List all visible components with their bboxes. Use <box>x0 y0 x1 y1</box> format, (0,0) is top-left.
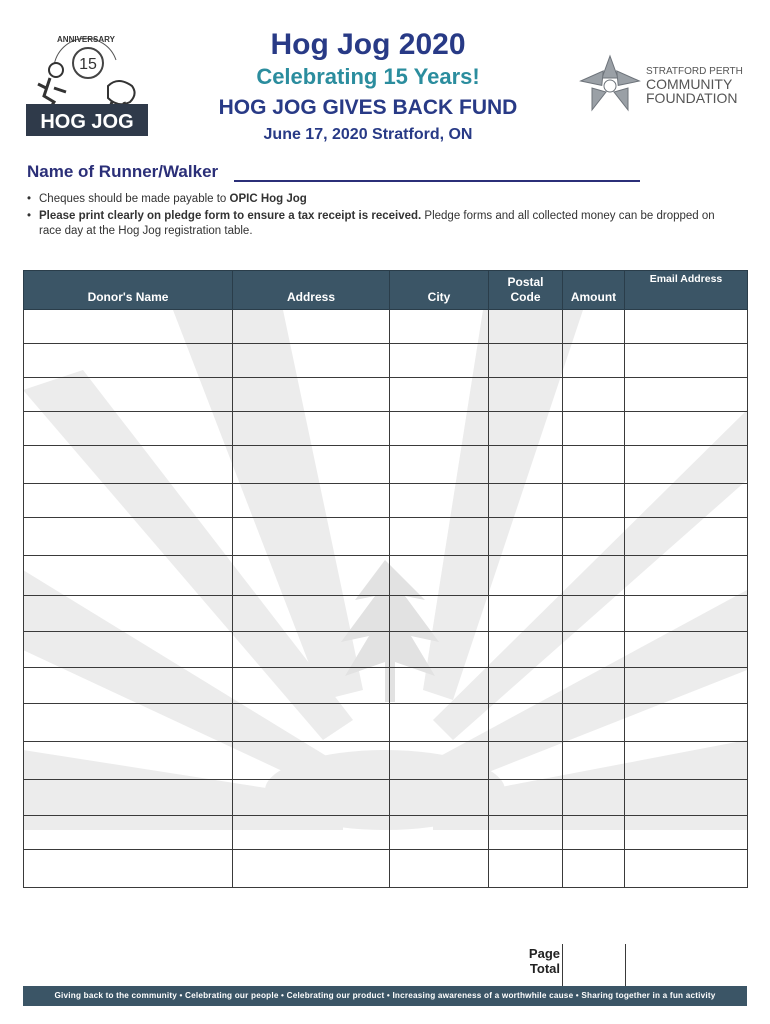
col-email: Email Address <box>625 271 748 310</box>
footer-banner: Giving back to the community • Celebrating our people • Celebrating our product • Increasing awareness of a worthwhile cause • Sharing together in a fun activity <box>23 986 747 1006</box>
anniversary-text: ANNIVERSARY <box>57 35 115 44</box>
address-cell[interactable] <box>233 378 390 412</box>
donor-name-cell[interactable] <box>24 484 233 518</box>
cheques-text: Cheques should be made payable to <box>39 193 230 205</box>
donor-name-cell[interactable] <box>24 668 233 704</box>
col-amount: Amount <box>563 271 625 310</box>
page-title: Hog Jog 2020 <box>270 28 466 61</box>
email-cell[interactable] <box>625 344 748 378</box>
city-cell[interactable] <box>390 780 489 816</box>
donor-name-cell[interactable] <box>24 556 233 596</box>
city-cell[interactable] <box>390 378 489 412</box>
city-cell[interactable] <box>390 668 489 704</box>
amount-cell[interactable] <box>563 344 625 378</box>
address-cell[interactable] <box>233 632 390 668</box>
amount-cell[interactable] <box>563 596 625 632</box>
donor-name-cell[interactable] <box>24 596 233 632</box>
email-cell[interactable] <box>625 704 748 742</box>
page-total-label <box>488 946 560 976</box>
amount-cell[interactable] <box>563 704 625 742</box>
address-cell[interactable] <box>233 446 390 484</box>
postal-code-cell[interactable] <box>489 556 563 596</box>
donor-name-cell[interactable] <box>24 310 233 344</box>
email-cell[interactable] <box>625 850 748 888</box>
donor-name-cell[interactable] <box>24 378 233 412</box>
city-cell[interactable] <box>390 742 489 780</box>
foundation-line3: FOUNDATION <box>646 90 738 106</box>
donor-name-cell[interactable] <box>24 850 233 888</box>
amount-cell[interactable] <box>563 378 625 412</box>
postal-code-cell[interactable] <box>489 310 563 344</box>
table-row <box>24 484 748 518</box>
instruction-cheques <box>27 192 727 207</box>
col-city: City <box>390 271 489 310</box>
amount-cell[interactable] <box>563 446 625 484</box>
city-cell[interactable] <box>390 412 489 446</box>
address-cell[interactable] <box>233 816 390 850</box>
address-cell[interactable] <box>233 668 390 704</box>
email-cell[interactable] <box>625 668 748 704</box>
donor-name-cell[interactable] <box>24 446 233 484</box>
email-cell[interactable] <box>625 632 748 668</box>
address-cell[interactable] <box>233 556 390 596</box>
amount-cell[interactable] <box>563 484 625 518</box>
address-cell[interactable] <box>233 850 390 888</box>
page-total-amount-field[interactable] <box>562 944 626 987</box>
email-cell[interactable] <box>625 446 748 484</box>
postal-code-cell[interactable] <box>489 632 563 668</box>
table-row <box>24 816 748 850</box>
donor-name-cell[interactable] <box>24 780 233 816</box>
col-address: Address <box>233 271 390 310</box>
table-row <box>24 344 748 378</box>
col-donor-name: Donor's Name <box>24 271 233 310</box>
table-row <box>24 310 748 344</box>
email-cell[interactable] <box>625 816 748 850</box>
page-total-line1: Page <box>528 946 560 961</box>
event-date-location: June 17, 2020 Stratford, ON <box>263 126 473 143</box>
email-cell[interactable] <box>625 518 748 556</box>
address-cell[interactable] <box>233 780 390 816</box>
community-foundation-logo <box>578 52 748 122</box>
table-row <box>24 704 748 742</box>
address-cell[interactable] <box>233 412 390 446</box>
table-row <box>24 668 748 704</box>
postal-code-cell[interactable] <box>489 412 563 446</box>
donor-name-cell[interactable] <box>24 518 233 556</box>
table-row <box>24 780 748 816</box>
table-row <box>24 556 748 596</box>
email-cell[interactable] <box>625 556 748 596</box>
city-cell[interactable] <box>390 518 489 556</box>
address-cell[interactable] <box>233 518 390 556</box>
amount-cell[interactable] <box>563 816 625 850</box>
city-cell[interactable] <box>390 446 489 484</box>
postal-code-cell[interactable] <box>489 704 563 742</box>
postal-code-cell[interactable] <box>489 596 563 632</box>
amount-cell[interactable] <box>563 850 625 888</box>
city-cell[interactable] <box>390 850 489 888</box>
postal-code-cell[interactable] <box>489 344 563 378</box>
postal-code-cell[interactable] <box>489 742 563 780</box>
table-row <box>24 596 748 632</box>
email-cell[interactable] <box>625 742 748 780</box>
address-cell[interactable] <box>233 742 390 780</box>
donor-name-cell[interactable] <box>24 412 233 446</box>
print-rest-text: Pledge forms and all collected money can be dropped on race day at the Hog Jog registration table. <box>39 210 715 237</box>
donor-name-cell[interactable] <box>24 632 233 668</box>
table-row <box>24 378 748 412</box>
email-cell[interactable] <box>625 310 748 344</box>
email-cell[interactable] <box>625 596 748 632</box>
col-postal-code: Postal Code <box>489 271 563 310</box>
pledge-table-area <box>23 270 747 944</box>
foundation-line1: STRATFORD PERTH <box>646 66 743 77</box>
city-cell[interactable] <box>390 816 489 850</box>
amount-cell[interactable] <box>563 518 625 556</box>
pledge-table <box>23 270 748 888</box>
address-cell[interactable] <box>233 704 390 742</box>
table-row <box>24 518 748 556</box>
runner-name-field[interactable] <box>234 180 640 182</box>
email-cell[interactable] <box>625 378 748 412</box>
email-cell[interactable] <box>625 484 748 518</box>
city-cell[interactable] <box>390 704 489 742</box>
foundation-line2: COMMUNITY <box>646 76 733 92</box>
amount-cell[interactable] <box>563 742 625 780</box>
city-cell[interactable] <box>390 632 489 668</box>
logo-wordmark: HOG JOG <box>40 111 134 133</box>
postal-code-cell[interactable] <box>489 378 563 412</box>
city-cell[interactable] <box>390 310 489 344</box>
donor-name-cell[interactable] <box>24 704 233 742</box>
postal-code-cell[interactable] <box>489 850 563 888</box>
table-row <box>24 632 748 668</box>
subtitle: Celebrating 15 Years! <box>256 64 480 89</box>
print-bold-text: Please print clearly on pledge form to ensure a tax receipt is received. <box>39 210 422 222</box>
address-cell[interactable] <box>233 484 390 518</box>
postal-code-cell[interactable] <box>489 518 563 556</box>
table-row <box>24 742 748 780</box>
amount-cell[interactable] <box>563 780 625 816</box>
city-cell[interactable] <box>390 344 489 378</box>
postal-code-cell[interactable] <box>489 446 563 484</box>
amount-cell[interactable] <box>563 668 625 704</box>
amount-cell[interactable] <box>563 632 625 668</box>
table-row <box>24 412 748 446</box>
anniversary-number: 15 <box>79 56 97 73</box>
city-cell[interactable] <box>390 596 489 632</box>
address-cell[interactable] <box>233 596 390 632</box>
amount-cell[interactable] <box>563 310 625 344</box>
cheques-payee: OPIC Hog Jog <box>229 193 307 205</box>
table-header-row <box>24 271 748 310</box>
email-cell[interactable] <box>625 412 748 446</box>
address-cell[interactable] <box>233 310 390 344</box>
instructions <box>27 192 727 241</box>
runner-name-label: Name of Runner/Walker <box>27 162 219 181</box>
donor-name-cell[interactable] <box>24 344 233 378</box>
postal-code-cell[interactable] <box>489 780 563 816</box>
instruction-print <box>27 209 727 239</box>
amount-cell[interactable] <box>563 556 625 596</box>
donor-name-cell[interactable] <box>24 742 233 780</box>
table-row <box>24 850 748 888</box>
address-cell[interactable] <box>233 344 390 378</box>
email-cell[interactable] <box>625 780 748 816</box>
table-row <box>24 446 748 484</box>
amount-cell[interactable] <box>563 412 625 446</box>
postal-code-cell[interactable] <box>489 668 563 704</box>
fund-name: HOG JOG GIVES BACK FUND <box>218 96 518 119</box>
donor-name-cell[interactable] <box>24 816 233 850</box>
city-cell[interactable] <box>390 484 489 518</box>
postal-code-cell[interactable] <box>489 816 563 850</box>
city-cell[interactable] <box>390 556 489 596</box>
postal-code-cell[interactable] <box>489 484 563 518</box>
page-total-line2: Total <box>529 961 560 976</box>
